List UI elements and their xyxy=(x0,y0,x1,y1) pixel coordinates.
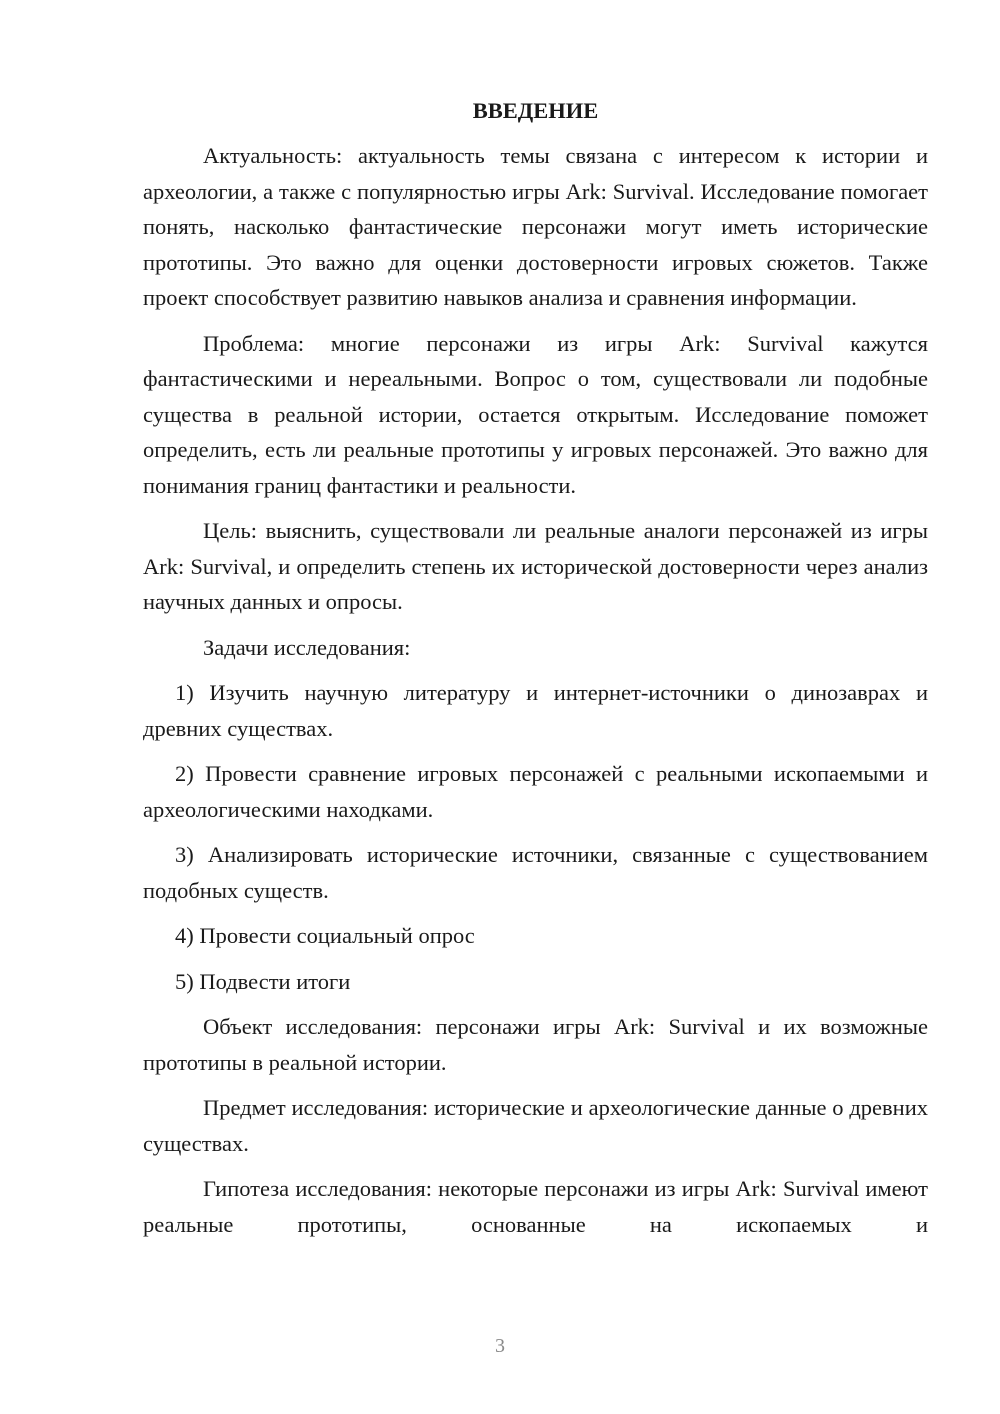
task-item: 4) Провести социальный опрос xyxy=(175,923,475,948)
task-item: 3) Анализировать исторические источники, связанные с существованием подобных существ. xyxy=(143,842,928,903)
object-paragraph: Объект исследования: персонажи игры Ark: Survival и их возможные прототипы в реальной истории. xyxy=(143,1014,928,1075)
task-item: 2) Провести сравнение игровых персонажей с реальными ископаемыми и археологическими находками. xyxy=(143,761,928,822)
section-heading: ВВЕДЕНИЕ xyxy=(472,98,599,123)
page-number: 3 xyxy=(495,1335,505,1357)
subject-paragraph: Предмет исследования: исторические и археологические данные о древних существах. xyxy=(143,1095,928,1156)
problem-paragraph: Проблема: многие персонажи из игры Ark: Survival кажутся фантастическими и нереальными. Вопрос о том, существовали ли подобные существа в реальной истории, остается открытым. Исследование поможет определить, есть ли реальные прототипы у игровых персонажей. Это важно для понимания границ фантастики и реальности. xyxy=(143,330,928,498)
task-item: 5) Подвести итоги xyxy=(175,968,351,994)
tasks-title: Задачи исследования: xyxy=(203,634,411,660)
relevance-paragraph: Актуальность: актуальность темы связана с интересом к истории и археологии, а также с популярностью игры Ark: Survival. Исследование помогает понять, насколько фантастические персонажи могут иметь исторические прототипы. Это важно для оценки достоверности игровых сюжетов. Также проект способствует развитию навыков анализа и сравнения информации. xyxy=(143,143,928,310)
task-item: 1) Изучить научную литературу и интернет-источники о динозаврах и древних существах. xyxy=(143,680,928,741)
page-content xyxy=(143,94,928,1252)
hypothesis-paragraph: Гипотеза исследования: некоторые персонажи из игры Ark: Survival имеют реальные прототипы, основанные на ископаемых и xyxy=(143,1176,928,1237)
goal-paragraph: Цель: выяснить, существовали ли реальные аналоги персонажей из игры Ark: Survival, и определить степень их исторической достоверности через анализ научных данных и опросы. xyxy=(143,518,928,614)
